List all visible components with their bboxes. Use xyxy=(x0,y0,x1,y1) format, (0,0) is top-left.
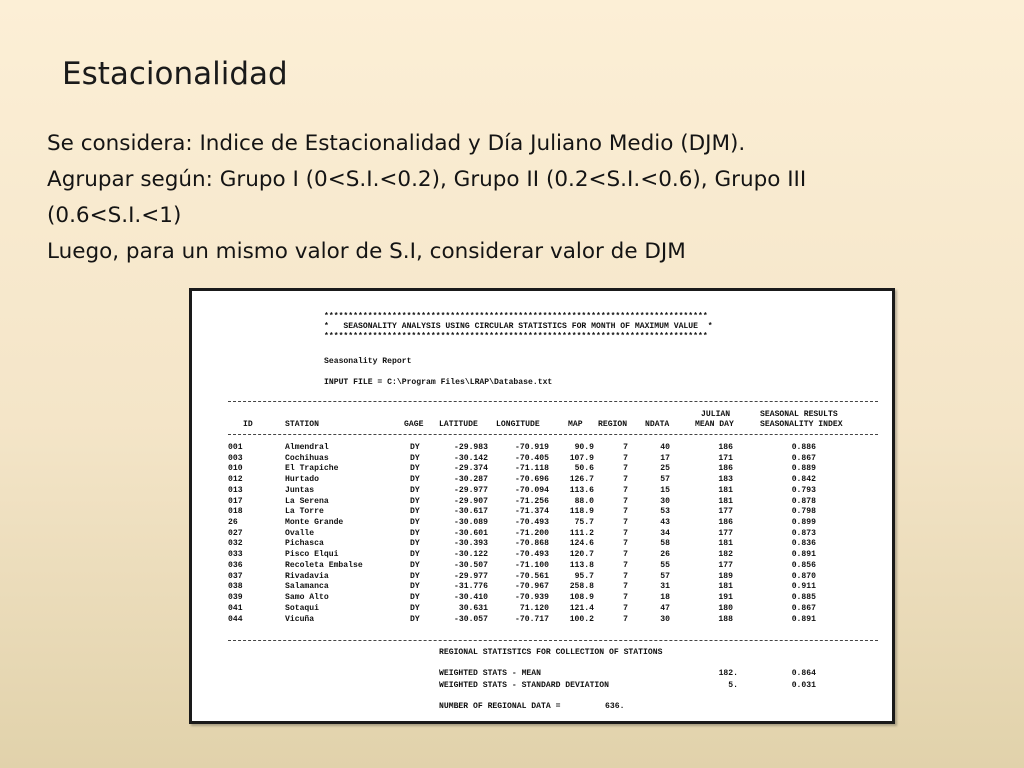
cell-lat: -30.410 xyxy=(454,593,488,603)
cell-map: 88.0 xyxy=(574,496,594,506)
cell-si: 0.856 xyxy=(791,560,816,570)
cell-map: 95.7 xyxy=(574,571,594,581)
cell-lat: -29.374 xyxy=(454,464,488,474)
cell-station: Recoleta Embalse xyxy=(285,560,363,570)
cell-lon: 71.120 xyxy=(519,603,549,613)
cell-region: 7 xyxy=(623,496,628,506)
cell-ndata: 47 xyxy=(660,603,670,613)
cell-gage: DY xyxy=(410,518,420,528)
cell-id: 010 xyxy=(228,464,243,474)
cell-lon: -70.868 xyxy=(515,539,549,549)
slide-body xyxy=(47,126,867,270)
cell-region: 7 xyxy=(623,443,628,452)
cell-lon: -70.094 xyxy=(515,485,549,495)
cell-si: 0.793 xyxy=(791,485,816,495)
cell-lon: -70.561 xyxy=(515,571,549,581)
cell-si: 0.842 xyxy=(791,475,816,485)
cell-region: 7 xyxy=(623,475,628,485)
cell-mean-day: 189 xyxy=(718,571,733,581)
banner-mid: * SEASONALITY ANALYSIS USING CIRCULAR STATISTICS FOR MONTH OF MAXIMUM VALUE * xyxy=(324,322,713,331)
report-content xyxy=(192,291,892,721)
cell-ndata: 57 xyxy=(660,571,670,581)
cell-si: 0.878 xyxy=(791,496,816,506)
cell-lat: -30.393 xyxy=(454,539,488,549)
cell-id: 012 xyxy=(228,475,243,485)
header-seasonal-results: SEASONAL RESULTS xyxy=(760,410,838,419)
cell-station: Juntas xyxy=(285,485,315,495)
cell-mean-day: 183 xyxy=(718,475,733,485)
table-row xyxy=(192,539,892,550)
banner-top: ******************************************************************************* xyxy=(324,312,708,321)
cell-lon: -71.100 xyxy=(515,560,549,570)
cell-station: Sotaqui xyxy=(285,603,319,613)
cell-ndata: 58 xyxy=(660,539,670,549)
cell-station: Pisco Elqui xyxy=(285,550,339,560)
cell-map: 258.8 xyxy=(569,582,594,592)
col-seasonality-index: SEASONALITY INDEX xyxy=(760,420,843,429)
cell-station: Ovalle xyxy=(285,528,315,538)
regional-title: REGIONAL STATISTICS FOR COLLECTION OF STATIONS xyxy=(439,648,663,657)
divider xyxy=(228,401,878,402)
cell-map: 90.9 xyxy=(574,443,594,452)
cell-mean-day: 177 xyxy=(718,560,733,570)
body-line-3: (0.6<S.I.<1) xyxy=(47,203,182,228)
cell-lon: -70.405 xyxy=(515,453,549,463)
cell-gage: DY xyxy=(410,464,420,474)
cell-mean-day: 191 xyxy=(718,593,733,603)
cell-id: 001 xyxy=(228,443,243,452)
cell-lat: -30.617 xyxy=(454,507,488,517)
table-row xyxy=(192,615,892,626)
cell-id: 033 xyxy=(228,550,243,560)
table-row xyxy=(192,518,892,529)
cell-id: 26 xyxy=(228,518,238,528)
cell-id: 038 xyxy=(228,582,243,592)
body-line-4: Luego, para un mismo valor de S.I, considerar valor de DJM xyxy=(47,239,686,264)
cell-mean-day: 171 xyxy=(718,453,733,463)
cell-map: 113.8 xyxy=(569,560,594,570)
table-row xyxy=(192,550,892,561)
cell-station: Cochihuas xyxy=(285,453,329,463)
cell-lon: -71.200 xyxy=(515,528,549,538)
cell-mean-day: 188 xyxy=(718,614,733,624)
cell-gage: DY xyxy=(410,528,420,538)
cell-gage: DY xyxy=(410,496,420,506)
cell-id: 039 xyxy=(228,593,243,603)
table-row xyxy=(192,507,892,518)
table-row xyxy=(192,464,892,475)
cell-ndata: 18 xyxy=(660,593,670,603)
slide-title: Estacionalidad xyxy=(62,56,288,92)
cell-ndata: 40 xyxy=(660,443,670,452)
cell-si: 0.899 xyxy=(791,518,816,528)
table-row xyxy=(192,443,892,454)
cell-map: 126.7 xyxy=(569,475,594,485)
col-ndata: NDATA xyxy=(645,420,670,429)
col-station: STATION xyxy=(285,420,319,429)
cell-lat: -31.776 xyxy=(454,582,488,592)
cell-gage: DY xyxy=(410,571,420,581)
cell-region: 7 xyxy=(623,507,628,517)
cell-si: 0.886 xyxy=(791,443,816,452)
banner-bottom: ******************************************************************************* xyxy=(324,332,708,341)
cell-gage: DY xyxy=(410,485,420,495)
cell-id: 017 xyxy=(228,496,243,506)
cell-ndata: 26 xyxy=(660,550,670,560)
cell-id: 041 xyxy=(228,603,243,613)
cell-si: 0.870 xyxy=(791,571,816,581)
cell-mean-day: 186 xyxy=(718,518,733,528)
cell-si: 0.891 xyxy=(791,550,816,560)
cell-lat: -30.057 xyxy=(454,614,488,624)
table-row xyxy=(192,454,892,465)
mean-day-value: 182. xyxy=(718,669,738,678)
sd-si-value: 0.031 xyxy=(791,681,816,690)
cell-station: Samo Alto xyxy=(285,593,329,603)
cell-map: 108.9 xyxy=(569,593,594,603)
cell-lat: -30.089 xyxy=(454,518,488,528)
cell-region: 7 xyxy=(623,571,628,581)
cell-map: 121.4 xyxy=(569,603,594,613)
cell-station: Almendral xyxy=(285,443,329,452)
cell-gage: DY xyxy=(410,443,420,452)
cell-ndata: 43 xyxy=(660,518,670,528)
cell-gage: DY xyxy=(410,539,420,549)
cell-station: La Serena xyxy=(285,496,329,506)
cell-gage: DY xyxy=(410,475,420,485)
input-file: INPUT FILE = C:\Program Files\LRAP\Database.txt xyxy=(324,378,553,387)
cell-map: 120.7 xyxy=(569,550,594,560)
cell-si: 0.891 xyxy=(791,614,816,624)
cell-lon: -71.374 xyxy=(515,507,549,517)
cell-ndata: 30 xyxy=(660,614,670,624)
table-row xyxy=(192,572,892,583)
table-row xyxy=(192,529,892,540)
cell-mean-day: 181 xyxy=(718,496,733,506)
cell-map: 107.9 xyxy=(569,453,594,463)
cell-id: 013 xyxy=(228,485,243,495)
cell-ndata: 25 xyxy=(660,464,670,474)
cell-gage: DY xyxy=(410,453,420,463)
cell-lon: -70.717 xyxy=(515,614,549,624)
body-line-2: Agrupar según: Grupo I (0<S.I.<0.2), Grupo II (0.2<S.I.<0.6), Grupo III xyxy=(47,167,807,192)
divider xyxy=(228,434,878,435)
cell-lat: -30.142 xyxy=(454,453,488,463)
col-latitude: LATITUDE xyxy=(439,420,478,429)
cell-lon: -71.256 xyxy=(515,496,549,506)
table-row xyxy=(192,486,892,497)
cell-station: Monte Grande xyxy=(285,518,344,528)
cell-map: 111.2 xyxy=(569,528,594,538)
body-line-1: Se considera: Indice de Estacionalidad y Día Juliano Medio (DJM). xyxy=(47,131,746,156)
table-row xyxy=(192,475,892,486)
cell-region: 7 xyxy=(623,528,628,538)
cell-region: 7 xyxy=(623,518,628,528)
cell-mean-day: 182 xyxy=(718,550,733,560)
cell-id: 018 xyxy=(228,507,243,517)
cell-map: 113.6 xyxy=(569,485,594,495)
cell-gage: DY xyxy=(410,550,420,560)
cell-map: 75.7 xyxy=(574,518,594,528)
cell-lat: -30.601 xyxy=(454,528,488,538)
cell-lat: -29.977 xyxy=(454,485,488,495)
cell-map: 50.6 xyxy=(574,464,594,474)
cell-ndata: 34 xyxy=(660,528,670,538)
cell-region: 7 xyxy=(623,485,628,495)
col-region: REGION xyxy=(598,420,628,429)
cell-id: 032 xyxy=(228,539,243,549)
cell-station: Rivadavia xyxy=(285,571,329,581)
cell-gage: DY xyxy=(410,593,420,603)
cell-mean-day: 181 xyxy=(718,582,733,592)
cell-ndata: 30 xyxy=(660,496,670,506)
cell-region: 7 xyxy=(623,582,628,592)
cell-mean-day: 186 xyxy=(718,464,733,474)
mean-si-value: 0.864 xyxy=(791,669,816,678)
cell-region: 7 xyxy=(623,550,628,560)
cell-lon: -70.493 xyxy=(515,518,549,528)
cell-region: 7 xyxy=(623,593,628,603)
cell-map: 124.6 xyxy=(569,539,594,549)
sd-day-value: 5. xyxy=(728,681,738,690)
cell-si: 0.885 xyxy=(791,593,816,603)
cell-lon: -70.919 xyxy=(515,443,549,452)
cell-ndata: 15 xyxy=(660,485,670,495)
table-row xyxy=(192,593,892,604)
cell-id: 027 xyxy=(228,528,243,538)
col-longitude: LONGITUDE xyxy=(496,420,540,429)
seasonality-report-image xyxy=(189,288,895,724)
cell-region: 7 xyxy=(623,560,628,570)
cell-ndata: 53 xyxy=(660,507,670,517)
col-mean-day: MEAN DAY xyxy=(695,420,734,429)
cell-mean-day: 186 xyxy=(718,443,733,452)
cell-ndata: 57 xyxy=(660,475,670,485)
cell-lon: -70.967 xyxy=(515,582,549,592)
table-row xyxy=(192,582,892,593)
cell-mean-day: 180 xyxy=(718,603,733,613)
cell-ndata: 55 xyxy=(660,560,670,570)
cell-lat: -30.122 xyxy=(454,550,488,560)
cell-si: 0.836 xyxy=(791,539,816,549)
cell-gage: DY xyxy=(410,614,420,624)
header-julian: JULIAN xyxy=(701,410,731,419)
cell-si: 0.889 xyxy=(791,464,816,474)
cell-station: La Torre xyxy=(285,507,324,517)
cell-lat: 30.631 xyxy=(458,603,488,613)
cell-lat: -30.507 xyxy=(454,560,488,570)
table-row xyxy=(192,604,892,615)
cell-si: 0.798 xyxy=(791,507,816,517)
cell-id: 036 xyxy=(228,560,243,570)
report-title: Seasonality Report xyxy=(324,357,412,366)
cell-gage: DY xyxy=(410,560,420,570)
cell-id: 044 xyxy=(228,614,243,624)
cell-mean-day: 181 xyxy=(718,485,733,495)
col-id: ID xyxy=(243,420,253,429)
cell-region: 7 xyxy=(623,603,628,613)
cell-map: 100.2 xyxy=(569,614,594,624)
cell-lon: -70.696 xyxy=(515,475,549,485)
cell-id: 037 xyxy=(228,571,243,581)
cell-si: 0.873 xyxy=(791,528,816,538)
divider xyxy=(228,640,878,641)
cell-gage: DY xyxy=(410,603,420,613)
cell-si: 0.911 xyxy=(791,582,816,592)
cell-lat: -29.983 xyxy=(454,443,488,452)
col-map: MAP xyxy=(568,420,583,429)
cell-lat: -29.977 xyxy=(454,571,488,581)
cell-lon: -71.118 xyxy=(515,464,549,474)
cell-station: Pichasca xyxy=(285,539,324,549)
cell-ndata: 31 xyxy=(660,582,670,592)
cell-region: 7 xyxy=(623,453,628,463)
col-gage: GAGE xyxy=(404,420,424,429)
cell-lat: -30.287 xyxy=(454,475,488,485)
cell-lon: -70.939 xyxy=(515,593,549,603)
cell-station: El Trapiche xyxy=(285,464,339,474)
cell-region: 7 xyxy=(623,539,628,549)
count-label: NUMBER OF REGIONAL DATA = xyxy=(439,702,561,711)
cell-region: 7 xyxy=(623,614,628,624)
cell-station: Salamanca xyxy=(285,582,329,592)
mean-label: WEIGHTED STATS - MEAN xyxy=(439,669,541,678)
cell-region: 7 xyxy=(623,464,628,474)
cell-mean-day: 177 xyxy=(718,528,733,538)
cell-ndata: 17 xyxy=(660,453,670,463)
cell-map: 118.9 xyxy=(569,507,594,517)
table-row xyxy=(192,561,892,572)
cell-mean-day: 181 xyxy=(718,539,733,549)
cell-si: 0.867 xyxy=(791,603,816,613)
cell-gage: DY xyxy=(410,582,420,592)
cell-gage: DY xyxy=(410,507,420,517)
count-value: 636. xyxy=(605,702,625,711)
cell-station: Hurtado xyxy=(285,475,319,485)
cell-mean-day: 177 xyxy=(718,507,733,517)
cell-lat: -29.907 xyxy=(454,496,488,506)
cell-si: 0.867 xyxy=(791,453,816,463)
table-row xyxy=(192,497,892,508)
cell-id: 003 xyxy=(228,453,243,463)
cell-station: Vicuña xyxy=(285,614,315,624)
cell-lon: -70.493 xyxy=(515,550,549,560)
sd-label: WEIGHTED STATS - STANDARD DEVIATION xyxy=(439,681,609,690)
